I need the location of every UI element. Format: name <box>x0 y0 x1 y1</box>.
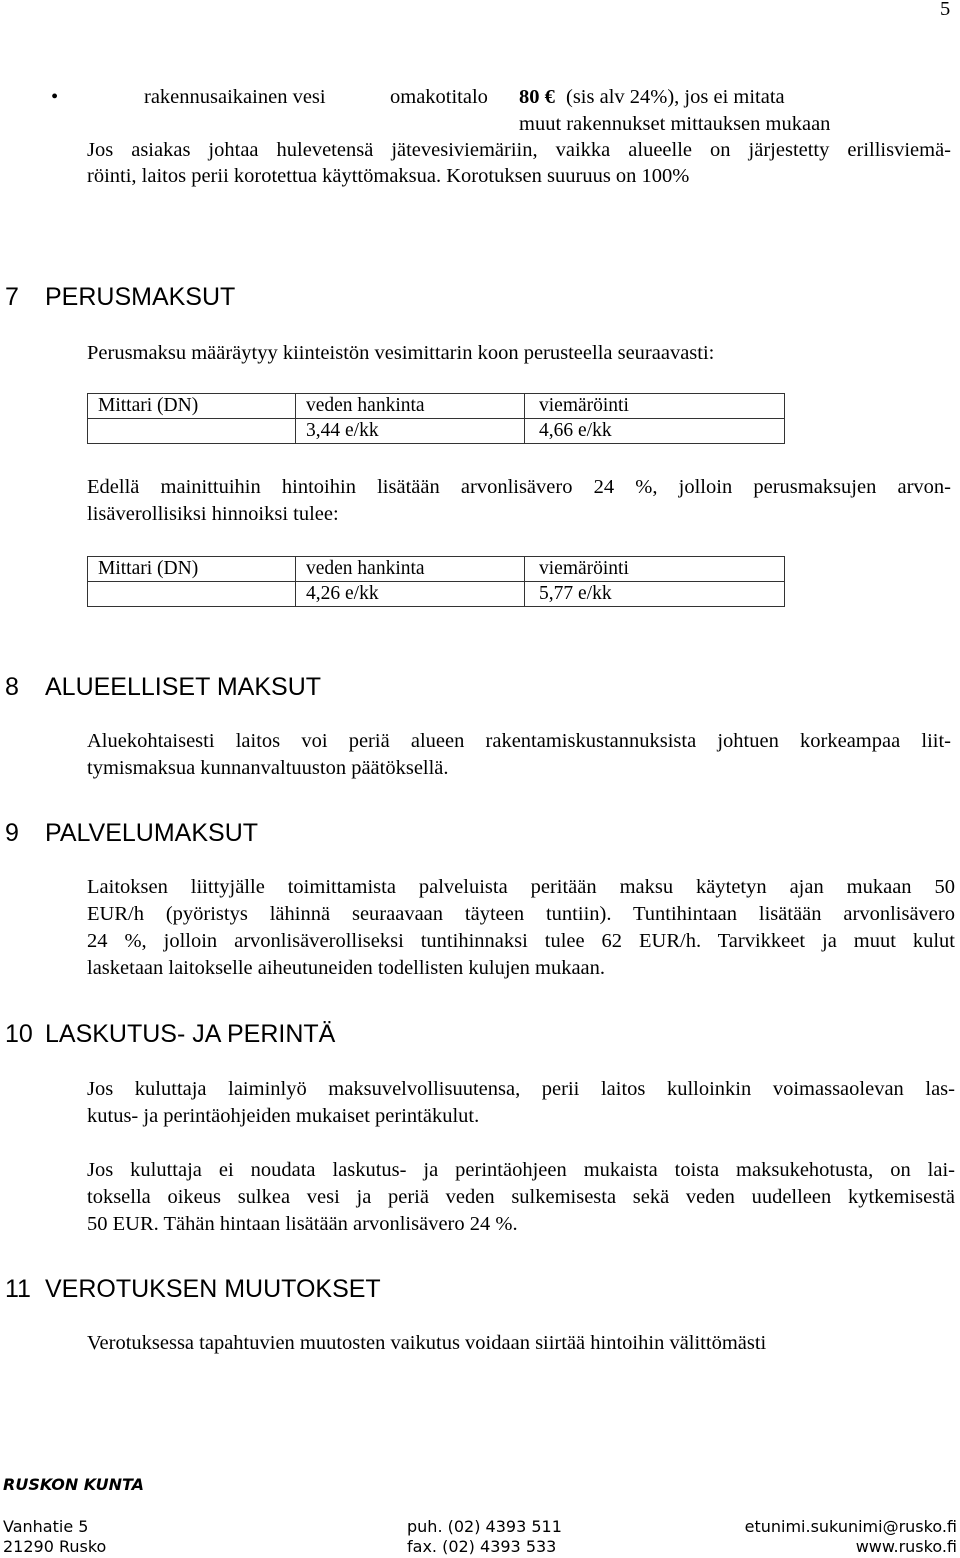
table-header-cell: veden hankinta <box>296 394 525 419</box>
section-text: Verotuksessa tapahtuvien muutosten vaikutus voidaan siirtää hintoihin välittömästi <box>87 1332 767 1354</box>
table-row <box>88 419 785 444</box>
footer-org-name: RUSKON KUNTA <box>3 1475 145 1494</box>
section-text: Perusmaksu määräytyy kiinteistön vesimittarin koon perusteella seuraavasti: <box>87 342 715 364</box>
footer-address: Vanhatie 5 <box>3 1517 89 1536</box>
section-paragraph-line: 50 EUR. Tähän hintaan lisätään arvonlisävero 24 %. <box>87 1213 518 1235</box>
table-cell: 4,66 e/kk <box>525 419 785 444</box>
section-number: 10 <box>5 1020 33 1048</box>
table-header-cell: viemäröinti <box>525 557 785 582</box>
footer-phone: puh. (02) 4393 511 <box>407 1517 562 1536</box>
table-header-row <box>88 557 785 582</box>
section-number: 9 <box>5 819 19 847</box>
section-paragraph-line: Jos kuluttaja ei noudata laskutus- ja perintäohjeen mukaista toista maksukehotusta, on lai- <box>87 1159 955 1181</box>
section-number: 7 <box>5 283 19 311</box>
footer-fax: fax. (02) 4393 533 <box>407 1537 557 1556</box>
section-title: VEROTUKSEN MUUTOKSET <box>45 1275 381 1303</box>
building-type: omakotitalo <box>390 86 488 108</box>
footer-website: www.rusko.fi <box>855 1537 957 1556</box>
table-header-cell: Mittari (DN) <box>88 394 296 419</box>
intro-paragraph-line: röinti, laitos perii korotettua käyttömaksua. Korotuksen suuruus on 100% <box>87 165 690 187</box>
section-paragraph-line: Laitoksen liittyjälle toimittamista palveluista peritään maksu käytetyn ajan mukaan 50 <box>87 876 955 898</box>
footer-postal: 21290 Rusko <box>3 1537 107 1556</box>
section-title: LASKUTUS- JA PERINTÄ <box>45 1020 336 1048</box>
section-paragraph-line: 24 %, jolloin arvonlisäverolliseksi tuntihinnaksi tulee 62 EUR/h. Tarvikkeet ja muut kulut <box>87 930 955 952</box>
intro-paragraph-line: Jos asiakas johtaa hulevetensä jätevesiviemäriin, vaikka alueelle on järjestetty erillisviemä- <box>87 139 951 161</box>
bullet-glyph: • <box>51 86 59 108</box>
table-header-cell: veden hankinta <box>296 557 525 582</box>
fee-sub-note: muut rakennukset mittauksen mukaan <box>519 113 831 135</box>
meter-fee-table-with-vat <box>87 556 785 607</box>
section-number: 8 <box>5 673 19 701</box>
table-header-row <box>88 394 785 419</box>
table-cell <box>88 419 296 444</box>
vat-paragraph-line: Edellä mainittuihin hintoihin lisätään arvonlisävero 24 %, jolloin perusmaksujen arvon- <box>87 476 951 498</box>
footer-email: etunimi.sukunimi@rusko.fi <box>744 1517 957 1536</box>
table-cell: 5,77 e/kk <box>525 582 785 607</box>
table-header-cell: viemäröinti <box>525 394 785 419</box>
table-cell: 3,44 e/kk <box>296 419 525 444</box>
table-cell: 4,26 e/kk <box>296 582 525 607</box>
fee-note: (sis alv 24%), jos ei mitata <box>566 86 785 108</box>
meter-fee-table <box>87 393 785 444</box>
section-title: ALUEELLISET MAKSUT <box>45 673 322 701</box>
fee-amount: 80 € <box>519 86 555 108</box>
section-paragraph-line: lasketaan laitokselle aiheutuneiden todellisten kulujen mukaan. <box>87 957 606 979</box>
section-paragraph-line: Aluekohtaisesti laitos voi periä alueen rakentamiskustannuksista johtuen korkeampaa liit- <box>87 730 951 752</box>
section-paragraph-line: Jos kuluttaja laiminlyö maksuvelvollisuutensa, perii laitos kulloinkin voimassaolevan las- <box>87 1078 955 1100</box>
section-paragraph-line: toksella oikeus sulkea vesi ja periä veden sulkemisesta sekä veden uudelleen kytkemisestä <box>87 1186 955 1208</box>
section-paragraph-line: kutus- ja perintäohjeiden mukaiset perintäkulut. <box>87 1105 480 1127</box>
section-number: 11 <box>5 1275 31 1303</box>
vat-paragraph-line: lisäverollisiksi hinnoiksi tulee: <box>87 503 339 525</box>
section-paragraph-line: tymismaksua kunnanvaltuuston päätöksellä. <box>87 757 449 779</box>
section-title: PERUSMAKSUT <box>45 283 236 311</box>
section-title: PALVELUMAKSUT <box>45 819 259 847</box>
table-cell <box>88 582 296 607</box>
page-number: 5 <box>940 0 951 20</box>
table-row <box>88 582 785 607</box>
section-paragraph-line: EUR/h (pyöristys lähinnä seuraavaan täyteen tuntiin). Tuntihintaan lisätään arvonlisävero <box>87 903 955 925</box>
bullet-item-label: rakennusaikainen vesi <box>144 86 326 108</box>
table-header-cell: Mittari (DN) <box>88 557 296 582</box>
